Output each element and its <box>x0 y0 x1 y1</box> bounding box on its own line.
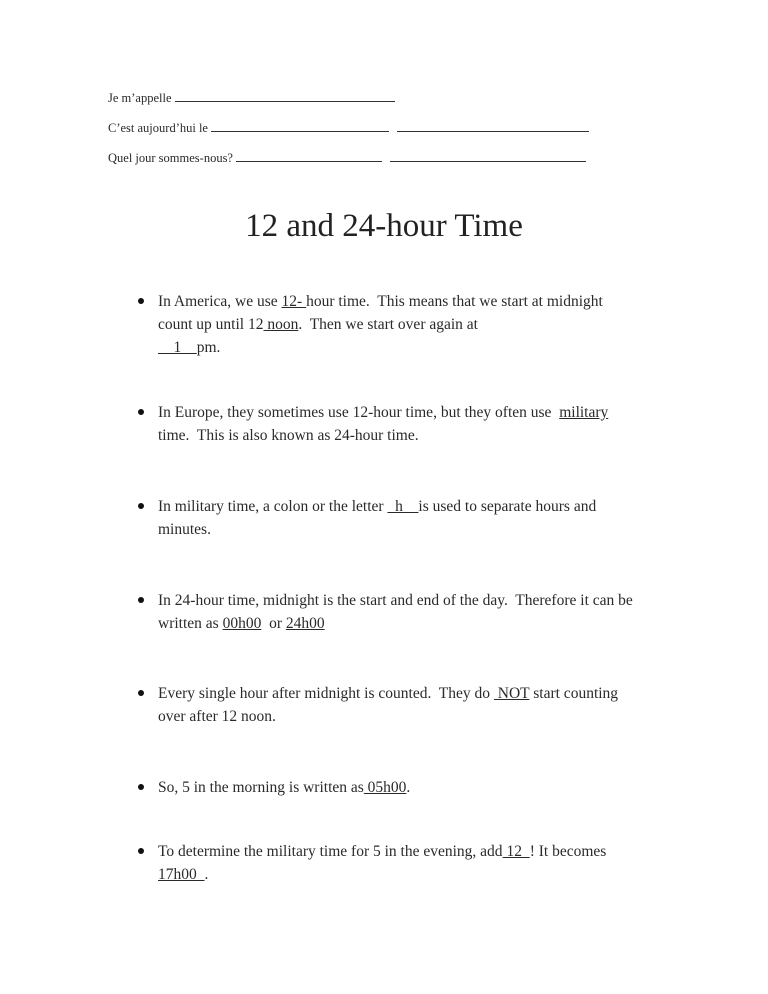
bullet-line <box>158 424 698 447</box>
bullet-item <box>138 495 698 541</box>
filled-answer: 12 <box>502 843 530 860</box>
text-run: To determine the military time for 5 in the evening, add <box>158 843 503 860</box>
date-row <box>108 119 589 136</box>
text-run: or <box>261 615 286 632</box>
day-blank-2[interactable] <box>390 149 586 162</box>
name-blank[interactable] <box>175 89 395 102</box>
bullet-line <box>158 682 698 705</box>
bullet-dot-icon <box>138 784 144 790</box>
page-title: 12 and 24-hour Time <box>245 208 523 244</box>
text-run: ! It becomes <box>529 843 607 860</box>
text-run: hour time. This means that we start at midnight <box>306 293 603 310</box>
name-row <box>108 89 395 106</box>
date-blank-2[interactable] <box>397 119 589 132</box>
date-label: C’est aujourd’hui le <box>108 121 208 135</box>
text-run: Every single hour after midnight is counted. They do <box>158 685 494 702</box>
text-run: . <box>204 866 209 883</box>
text-run: In 24-hour time, midnight is the start and end of the day. Therefore it can be <box>158 592 633 609</box>
filled-answer: 12- <box>281 293 307 310</box>
bullet-dot-icon <box>138 848 144 854</box>
bullet-item <box>138 682 698 728</box>
text-run: In military time, a colon or the letter <box>158 498 388 515</box>
bullet-line <box>158 518 698 541</box>
filled-answer: noon <box>263 316 299 333</box>
filled-answer: military <box>559 404 609 421</box>
text-run: So, 5 in the morning is written as <box>158 779 364 796</box>
bullet-line <box>158 313 698 336</box>
bullet-line <box>158 290 698 313</box>
text-run: In America, we use <box>158 293 282 310</box>
bullet-line <box>158 401 698 424</box>
bullet-item <box>138 776 698 799</box>
bullet-line <box>158 495 698 518</box>
filled-answer: 17h00 <box>158 866 205 883</box>
text-run: count up until 12 <box>158 316 264 333</box>
text-run: minutes. <box>158 521 211 538</box>
filled-answer: 00h00 <box>222 615 262 632</box>
bullet-dot-icon <box>138 597 144 603</box>
bullet-dot-icon <box>138 690 144 696</box>
text-run: . <box>406 779 411 796</box>
filled-answer: 1 <box>158 339 197 356</box>
filled-answer: 24h00 <box>285 615 325 632</box>
text-run: over after 12 noon. <box>158 708 276 725</box>
text-run: start counting <box>529 685 619 702</box>
filled-answer: 05h00 <box>363 779 407 796</box>
filled-answer: h <box>387 498 419 515</box>
bullet-item <box>138 840 698 886</box>
day-blank-1[interactable] <box>236 149 382 162</box>
text-run: In Europe, they sometimes use 12-hour time, but they often use <box>158 404 560 421</box>
day-label: Quel jour sommes-nous? <box>108 151 233 165</box>
bullet-item <box>138 401 698 447</box>
bullet-line <box>158 863 698 886</box>
bullet-line <box>158 612 698 635</box>
bullet-line <box>158 776 698 799</box>
text-run: . Then we start over again at <box>298 316 478 333</box>
text-run: is used to separate hours and <box>418 498 597 515</box>
bullet-dot-icon <box>138 503 144 509</box>
bullet-dot-icon <box>138 409 144 415</box>
day-row <box>108 149 586 166</box>
name-label: Je m’appelle <box>108 91 172 105</box>
text-run: pm. <box>196 339 221 356</box>
text-run: time. This is also known as 24-hour time. <box>158 427 419 444</box>
bullet-item <box>138 589 698 635</box>
bullet-item <box>138 290 698 359</box>
date-blank-1[interactable] <box>211 119 389 132</box>
filled-answer: NOT <box>493 685 530 702</box>
bullet-line <box>158 705 698 728</box>
bullet-line <box>158 840 698 863</box>
bullet-dot-icon <box>138 298 144 304</box>
bullet-line <box>158 589 698 612</box>
text-run: written as <box>158 615 223 632</box>
bullet-line <box>158 336 698 359</box>
